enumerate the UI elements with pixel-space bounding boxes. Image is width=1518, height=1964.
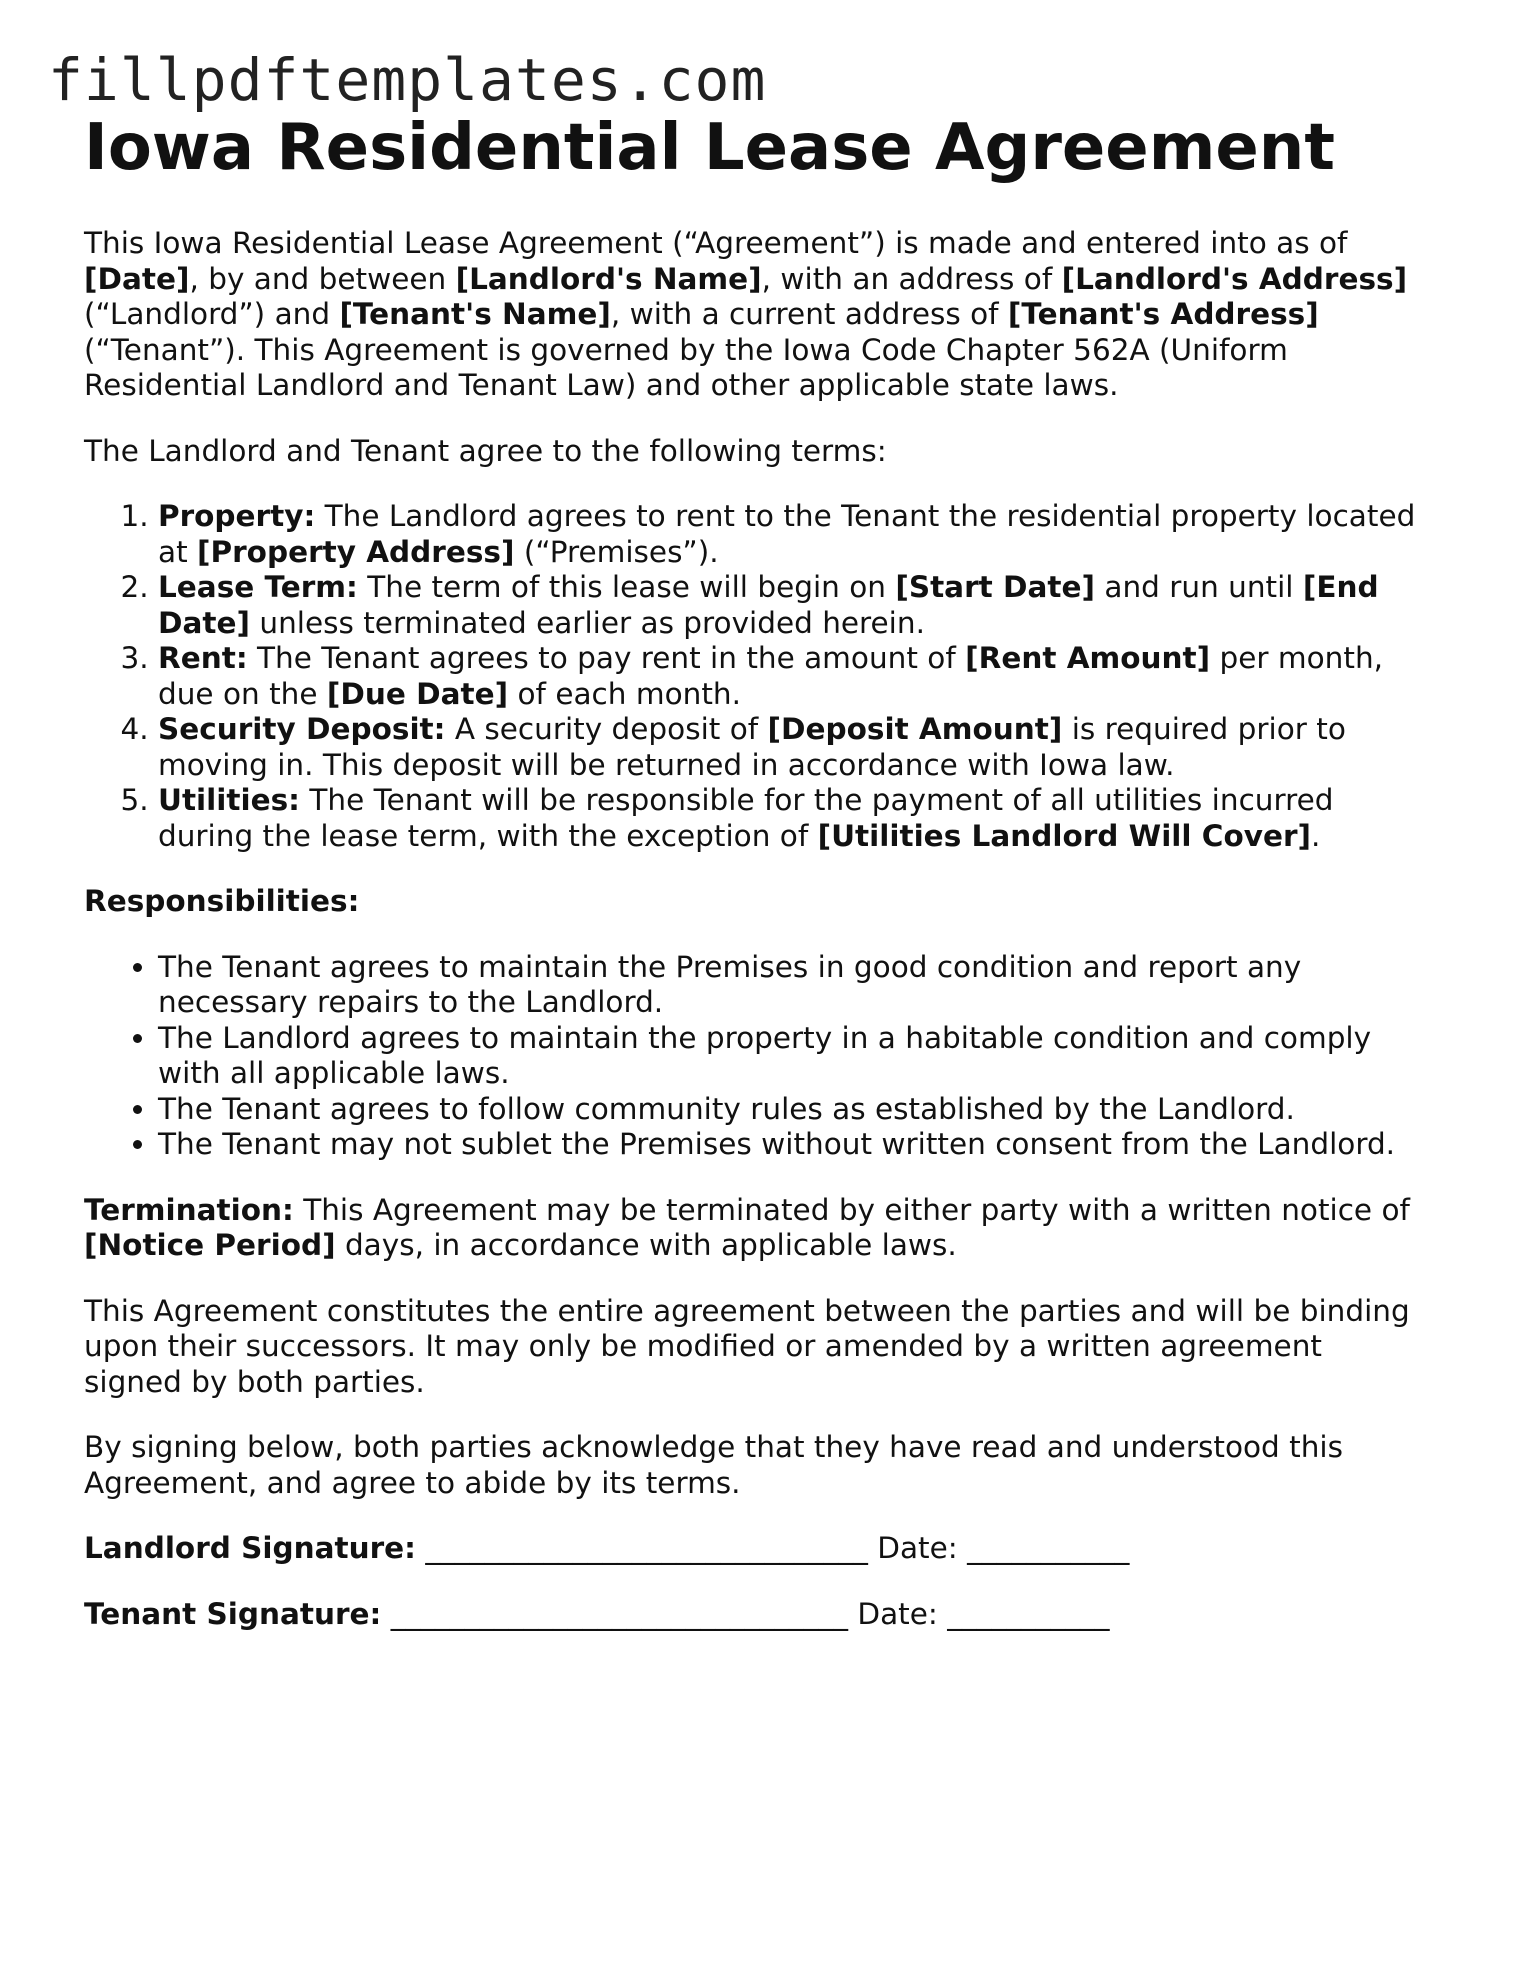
due-date-placeholder: [Due Date] — [326, 676, 509, 711]
termination-paragraph: Termination: This Agreement may be terminated by either party with a written notice of [Notice Period] days, in accordance with applicable laws. — [84, 1192, 1410, 1262]
rent-amount-placeholder: [Rent Amount] — [965, 641, 1211, 675]
responsibilities-heading: Responsibilities: — [84, 884, 360, 918]
intro-paragraph: This Iowa Residential Lease Agreement (“Agreement”) is made and entered into as of [Date], by and between [Landlord's Name], with an address of [Landlord's Address] (“Landlord”) and [Tenant's Name], with a current address of [Tenant's Address] (“Tenant”). This Agreement is governed by the Iowa Code Chapter 562A (Uniform Residential Landlord and Tenant Law) and other applicable state laws. — [84, 226, 1408, 402]
landlord-signature-field[interactable]: ______________________________ — [415, 1531, 878, 1565]
list-item: • The Tenant agrees to follow community rules as established by the Landlord. — [158, 1092, 1424, 1128]
term-security-deposit: 4. Security Deposit: A security deposit of [Deposit Amount] is required prior to moving in. This deposit will be returned in accordance with Iowa law. — [158, 712, 1424, 783]
end-date-placeholder: [End Date] — [158, 570, 1379, 640]
landlord-signature-line: Landlord Signature: ______________________________ Date: ___________ — [84, 1531, 1130, 1565]
list-item: • The Landlord agrees to maintain the property in a habitable condition and comply with all applicable laws. — [158, 1021, 1424, 1092]
tenant-address-placeholder: [Tenant's Address] — [1007, 297, 1319, 331]
landlord-address-placeholder: [Landlord's Address] — [1061, 261, 1408, 296]
term-rent: 3. Rent: The Tenant agrees to pay rent in the amount of [Rent Amount] per month, due on the [Due Date] of each month. — [158, 641, 1424, 712]
property-address-placeholder: [Property Address] — [197, 534, 515, 569]
terms-list — [84, 499, 1424, 854]
page-title: Iowa Residential Lease Agreement — [84, 111, 1335, 185]
tenant-date-field[interactable]: ___________ — [937, 1596, 1110, 1631]
term-utilities: 5. Utilities: The Tenant will be responsible for the payment of all utilities incurred during the lease term, with the exception of [Utilities Landlord Will Cover]. — [158, 783, 1424, 854]
tenant-signature-line: Tenant Signature: _______________________________ Date: ___________ — [84, 1596, 1110, 1631]
responsibilities-list — [84, 950, 1424, 1163]
list-item: • The Tenant agrees to maintain the Premises in good condition and report any necessary repairs to the Landlord. — [158, 950, 1424, 1021]
acknowledgement-paragraph: By signing below, both parties acknowledge that they have read and understood this Agreement, and agree to abide by its terms. — [84, 1430, 1343, 1500]
utilities-covered-placeholder: [Utilities Landlord Will Cover] — [817, 818, 1311, 853]
deposit-amount-placeholder: [Deposit Amount] — [767, 712, 1063, 746]
entire-agreement-paragraph: This Agreement constitutes the entire agreement between the parties and will be binding upon their successors. It may only be modified or amended by a written agreement signed by both parties. — [84, 1293, 1410, 1399]
landlord-date-field[interactable]: ___________ — [957, 1531, 1130, 1565]
tenant-signature-field[interactable]: _______________________________ — [381, 1596, 858, 1631]
tenant-name-placeholder: [Tenant's Name] — [339, 297, 611, 331]
list-item: • The Tenant may not sublet the Premises without written consent from the Landlord. — [158, 1127, 1424, 1163]
date-placeholder: [Date] — [84, 261, 190, 296]
term-property: 1. Property: The Landlord agrees to rent to the Tenant the residential property located at [Property Address] (“Premises”). — [158, 499, 1424, 570]
document — [84, 108, 1424, 1632]
terms-intro: The Landlord and Tenant agree to the following terms: — [84, 433, 887, 468]
notice-period-placeholder: [Notice Period] — [84, 1228, 336, 1262]
start-date-placeholder: [Start Date] — [895, 570, 1095, 604]
landlord-name-placeholder: [Landlord's Name] — [455, 261, 762, 296]
term-lease-term: 2. Lease Term: The term of this lease will begin on [Start Date] and run until [End Date] unless terminated earlier as provided herein. — [158, 570, 1424, 641]
watermark: fillpdftemplates.com — [48, 46, 767, 114]
